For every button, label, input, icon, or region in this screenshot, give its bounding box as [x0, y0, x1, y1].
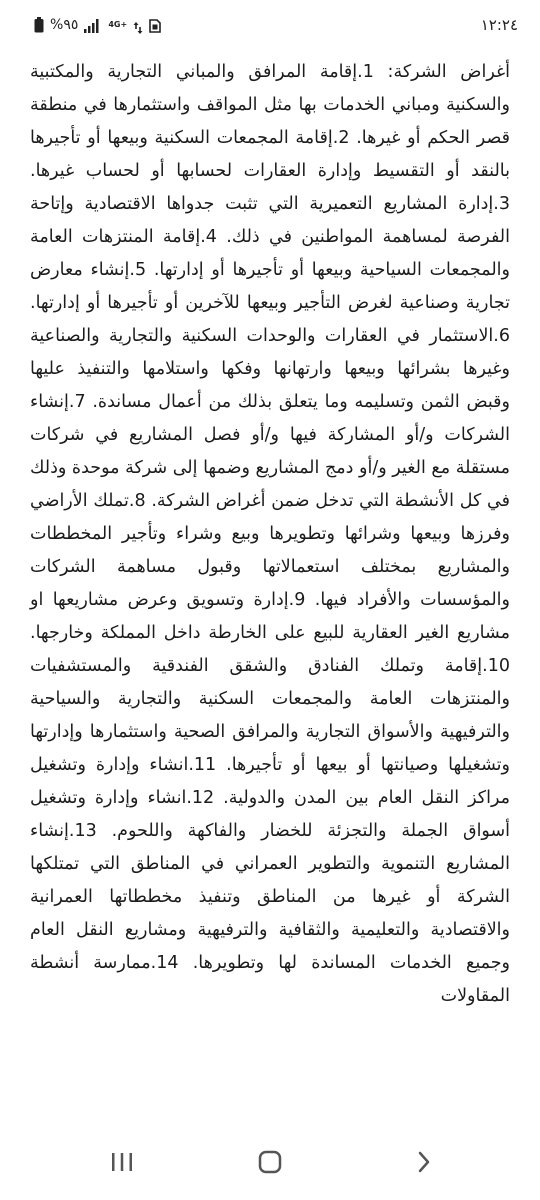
- home-button[interactable]: [250, 1146, 290, 1182]
- data-arrows-icon: [133, 19, 143, 31]
- battery-icon: [34, 17, 44, 33]
- status-indicators: [34, 14, 161, 36]
- signal-icon: [84, 18, 102, 32]
- navigation-bar: [0, 1130, 540, 1200]
- back-icon: [416, 1150, 432, 1178]
- recents-icon: [110, 1151, 134, 1177]
- back-button[interactable]: [404, 1146, 444, 1182]
- document-content[interactable]: [0, 50, 540, 1125]
- clock: ١٢:٢٤: [480, 16, 518, 34]
- sim-icon: [149, 18, 161, 32]
- company-objectives-text: أغراض الشركة: 1.إقامة المرافق والمباني التجارية والمكتبية والسكنية ومباني الخدمات بها مثل المواقف واستثمارها في منطقة قصر الحكم أو غيرها. 2.إقامة المجمعات السكنية وبيعها أو تأجيرها بالنقد أو التقسيط وإدارة العقارات لحسابها أو لحساب غيرها. 3.إدارة المشاريع التعميرية التي تثبت جدواها الاقتصادية وإتاحة الفرصة لمساهمة المواطنين في ذلك. 4.إقامة المنتزهات العامة والمجمعات السياحية وبيعها أو تأجيرها أو إدارتها. 5.إنشاء معارض تجارية وصناعية لغرض التأجير وبيعها للآخرين أو تأجيرها أو إدارتها. 6.الاستثمار في العقارات والوحدات السكنية والتجارية والصناعية وغيرها بشرائها وبيعها وارتهانها وفكها واستلامها والتنفيذ عليها وقبض الثمن وتسليمه وما يتعلق بذلك من أعمال مساندة. 7.إنشاء الشركات و/أو المشاركة فيها و/أو فصل المشاريع في شركات مستقلة مع الغير و/أو دمج المشاريع وضمها إلى شركة موحدة وذلك في كل الأنشطة التي تدخل ضمن أغراض الشركة. 8.تملك الأراضي وفرزها وبيعها وشرائها وتطويرها وبيع وشراء وتأجير المخططات والمشاريع بمختلف استعمالاتها وقبول مساهمة الشركات والمؤسسات والأفراد فيها. 9.إدارة وتسويق وعرض مشاريعها او مشاريع الغير العقارية للبيع على الخارطة داخل المملكة وخارجها. 10.إقامة وتملك الفنادق والشقق الفندقية والمستشفيات والمنتزهات العامة والمجمعات السكنية والتجارية والسياحية والترفيهية والأسواق التجارية والمرافق الصحية واستثمارها وإدارتها وتشغيلها وصيانتها أو بيعها أو تأجيرها. 11.انشاء وإدارة وتشغيل مراكز النقل العام بين المدن والدولية. 12.انشاء وإدارة وتشغيل أسواق الجملة والتجزئة للخضار والفاكهة واللحوم. 13.إنشاء المشاريع التنموية والتطوير العمراني في المناطق التي تمتلكها الشركة أو غيرها من المناطق وتنفيذ مخططاتها العمرانية والاقتصادية والتعليمية والثقافية والترفيهية ومشاريع النقل العام وجميع الخدمات المساندة لها وتطويرها. 14.ممارسة أنشطة المقاولات: [30, 62, 510, 1006]
- recents-button[interactable]: [102, 1146, 142, 1182]
- battery-percentage: %٩٥: [50, 17, 79, 33]
- network-type-label: 4G+: [108, 20, 128, 29]
- home-icon: [257, 1149, 283, 1179]
- status-bar: [0, 0, 540, 50]
